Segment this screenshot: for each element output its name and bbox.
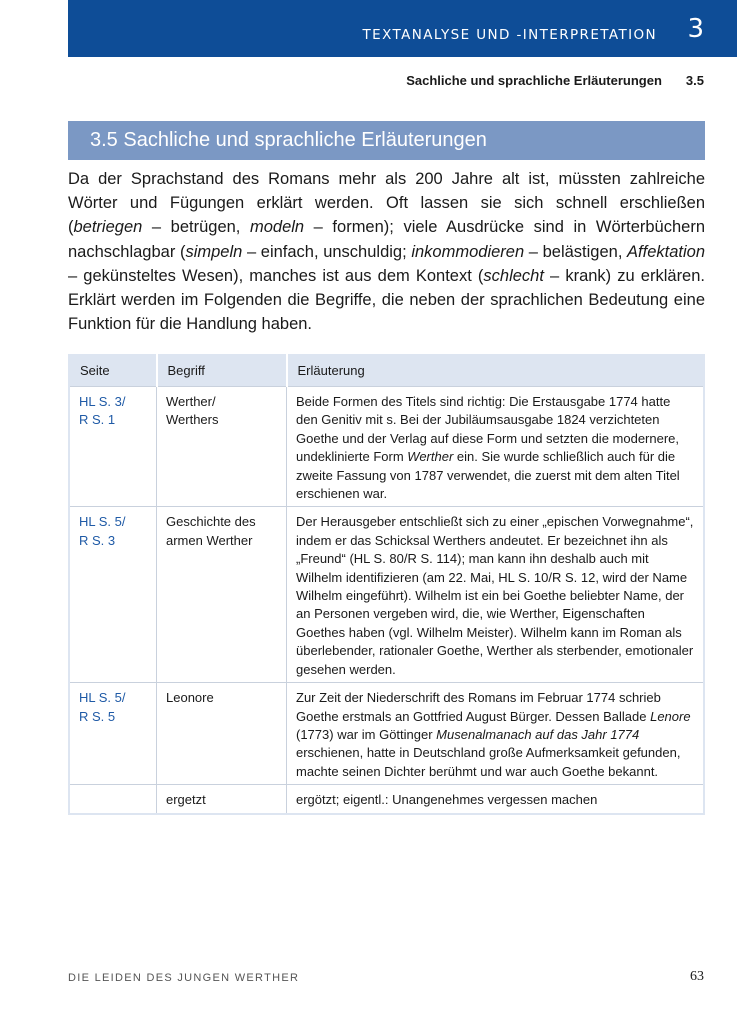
header-erlaeuterung: Erläuterung — [287, 355, 705, 387]
header-seite: Seite — [69, 355, 157, 387]
begriff-line: Werthers — [166, 412, 219, 428]
section-heading-bar — [68, 121, 705, 160]
running-subheader — [406, 73, 704, 88]
chapter-number: 3 — [687, 14, 704, 44]
explanation-text: (1773) war im Göttinger — [296, 726, 437, 742]
cell-erlaeuterung — [287, 387, 705, 507]
explanation-italic: Lenore — [650, 708, 691, 724]
intro-term: betriegen — [73, 218, 143, 237]
intro-term: simpeln — [185, 242, 243, 261]
cell-seite — [69, 785, 157, 814]
footer-book-title: DIE LEIDEN DES JUNGEN WERTHER — [68, 972, 300, 984]
table-row — [69, 683, 704, 785]
begriff-line: Werther/ — [166, 394, 216, 409]
cell-begriff: ergetzt — [157, 785, 287, 814]
cell-erlaeuterung — [287, 683, 705, 785]
cell-erlaeuterung: ergötzt; eigentl.: Unangenehmes vergessen machen — [287, 785, 705, 814]
intro-term: schlecht — [483, 266, 544, 285]
intro-text: Da der Sprachstand des Romans mehr als 200 Jahre alt ist, müssten zahlreiche Wörter und Fügungen erklärt werden. Oft lassen sie sich schnell erschließen ( — [68, 170, 705, 237]
page-number: 63 — [690, 969, 704, 984]
cell-begriff: Leonore — [157, 683, 287, 785]
cell-seite — [69, 507, 157, 683]
cell-seite — [69, 683, 157, 785]
explanation-italic: Werther — [407, 449, 454, 465]
intro-term: modeln — [249, 218, 305, 237]
explanation-text: Zur Zeit der Niederschrift des Romans im Februar 1774 schrieb Goethe erstmals an Gottfried August Bürger. Dessen Ballade — [296, 690, 661, 724]
seite-line: HL S. 5/ — [79, 690, 126, 706]
seite-line: R S. 1 — [79, 412, 116, 428]
intro-term: Affektation — [627, 242, 706, 261]
table-header-row — [69, 355, 704, 387]
intro-text: – gekünsteltes Wesen), manches ist aus dem Kontext ( — [68, 266, 484, 285]
table-row — [69, 785, 704, 814]
explanation-text: erschienen, hatte in Deutschland große Aufmerksamkeit gefunden, machte seinen Dichter berühmt und war auch Goethe bekannt. — [296, 745, 681, 779]
table-row — [69, 387, 704, 507]
chapter-title: TEXTANALYSE UND -INTERPRETATION — [362, 27, 657, 43]
seite-line: R S. 5 — [79, 708, 116, 724]
intro-text: – betrügen, — [142, 218, 250, 237]
cell-seite — [69, 387, 157, 507]
cell-begriff — [157, 507, 287, 683]
explanation-text: Beide Formen des Titels sind richtig: Die Erstausgabe 1774 hatte den Genitiv mit s. Bei der Jubiläumsausgabe 1824 verzichteten Goethe und der Verlag auf diese Form und setzten die modernere, undeklinierte Form — [296, 394, 680, 465]
begriff-line: Geschichte des — [166, 514, 256, 530]
header-begriff: Begriff — [157, 355, 287, 387]
intro-term: inkommodieren — [411, 242, 525, 261]
intro-text: – einfach, unschuldig; — [242, 242, 412, 261]
glossary-table — [68, 354, 705, 815]
seite-line: HL S. 5/ — [79, 514, 126, 530]
running-subheader-title: Sachliche und sprachliche Erläuterungen — [406, 73, 662, 88]
intro-paragraph — [68, 167, 705, 336]
intro-text: – krank) zu erklären. Erklärt werden im Folgenden die Begriffe, die neben der sprachlichen Bedeutung eine Funktion für die Handlung haben. — [68, 266, 705, 334]
seite-line: HL S. 3/ — [79, 394, 126, 409]
chapter-header-bar — [68, 0, 737, 57]
explanation-italic: Musenalmanach auf das Jahr 1774 — [436, 726, 640, 742]
section-heading: 3.5 Sachliche und sprachliche Erläuterungen — [90, 129, 487, 151]
table-row — [69, 507, 704, 683]
cell-erlaeuterung: Der Herausgeber entschließt sich zu einer „epischen Vorwegnahme“, indem er das Schicksal Werthers andeutet. Er bezeichnet ihn als „Freund“ (HL S. 80/R S. 114); man kann ihn deshalb auch mit Wilhelm identifizieren (am 22. Mai, HL S. 10/R S. 12, wird der Name Wilhelm eingeführt). Wilhelm ist ein bei Goethe beliebter Name, der an Personen vergeben wird, die, wie Werther, Eigenschaften Goethes haben (vgl. Wilhelm Meister). Wilhelm kann im Roman als überlebender, rationaler Goethe, Werther als sterbender, emotionaler gesehen werden. — [287, 507, 705, 683]
cell-begriff — [157, 387, 287, 507]
explanation-text: ein. Sie wurde schließlich auch für die zweite Fassung von 1787 verwendet, die zuerst mit dem alten Titel erschienen war. — [296, 449, 680, 502]
begriff-line: armen Werther — [166, 532, 253, 548]
intro-text: – belästigen, — [524, 242, 628, 261]
running-subheader-number: 3.5 — [685, 73, 704, 88]
intro-text: – formen); viele Ausdrücke sind in Wörterbüchern nachschlagbar ( — [68, 218, 705, 261]
seite-line: R S. 3 — [79, 532, 116, 548]
